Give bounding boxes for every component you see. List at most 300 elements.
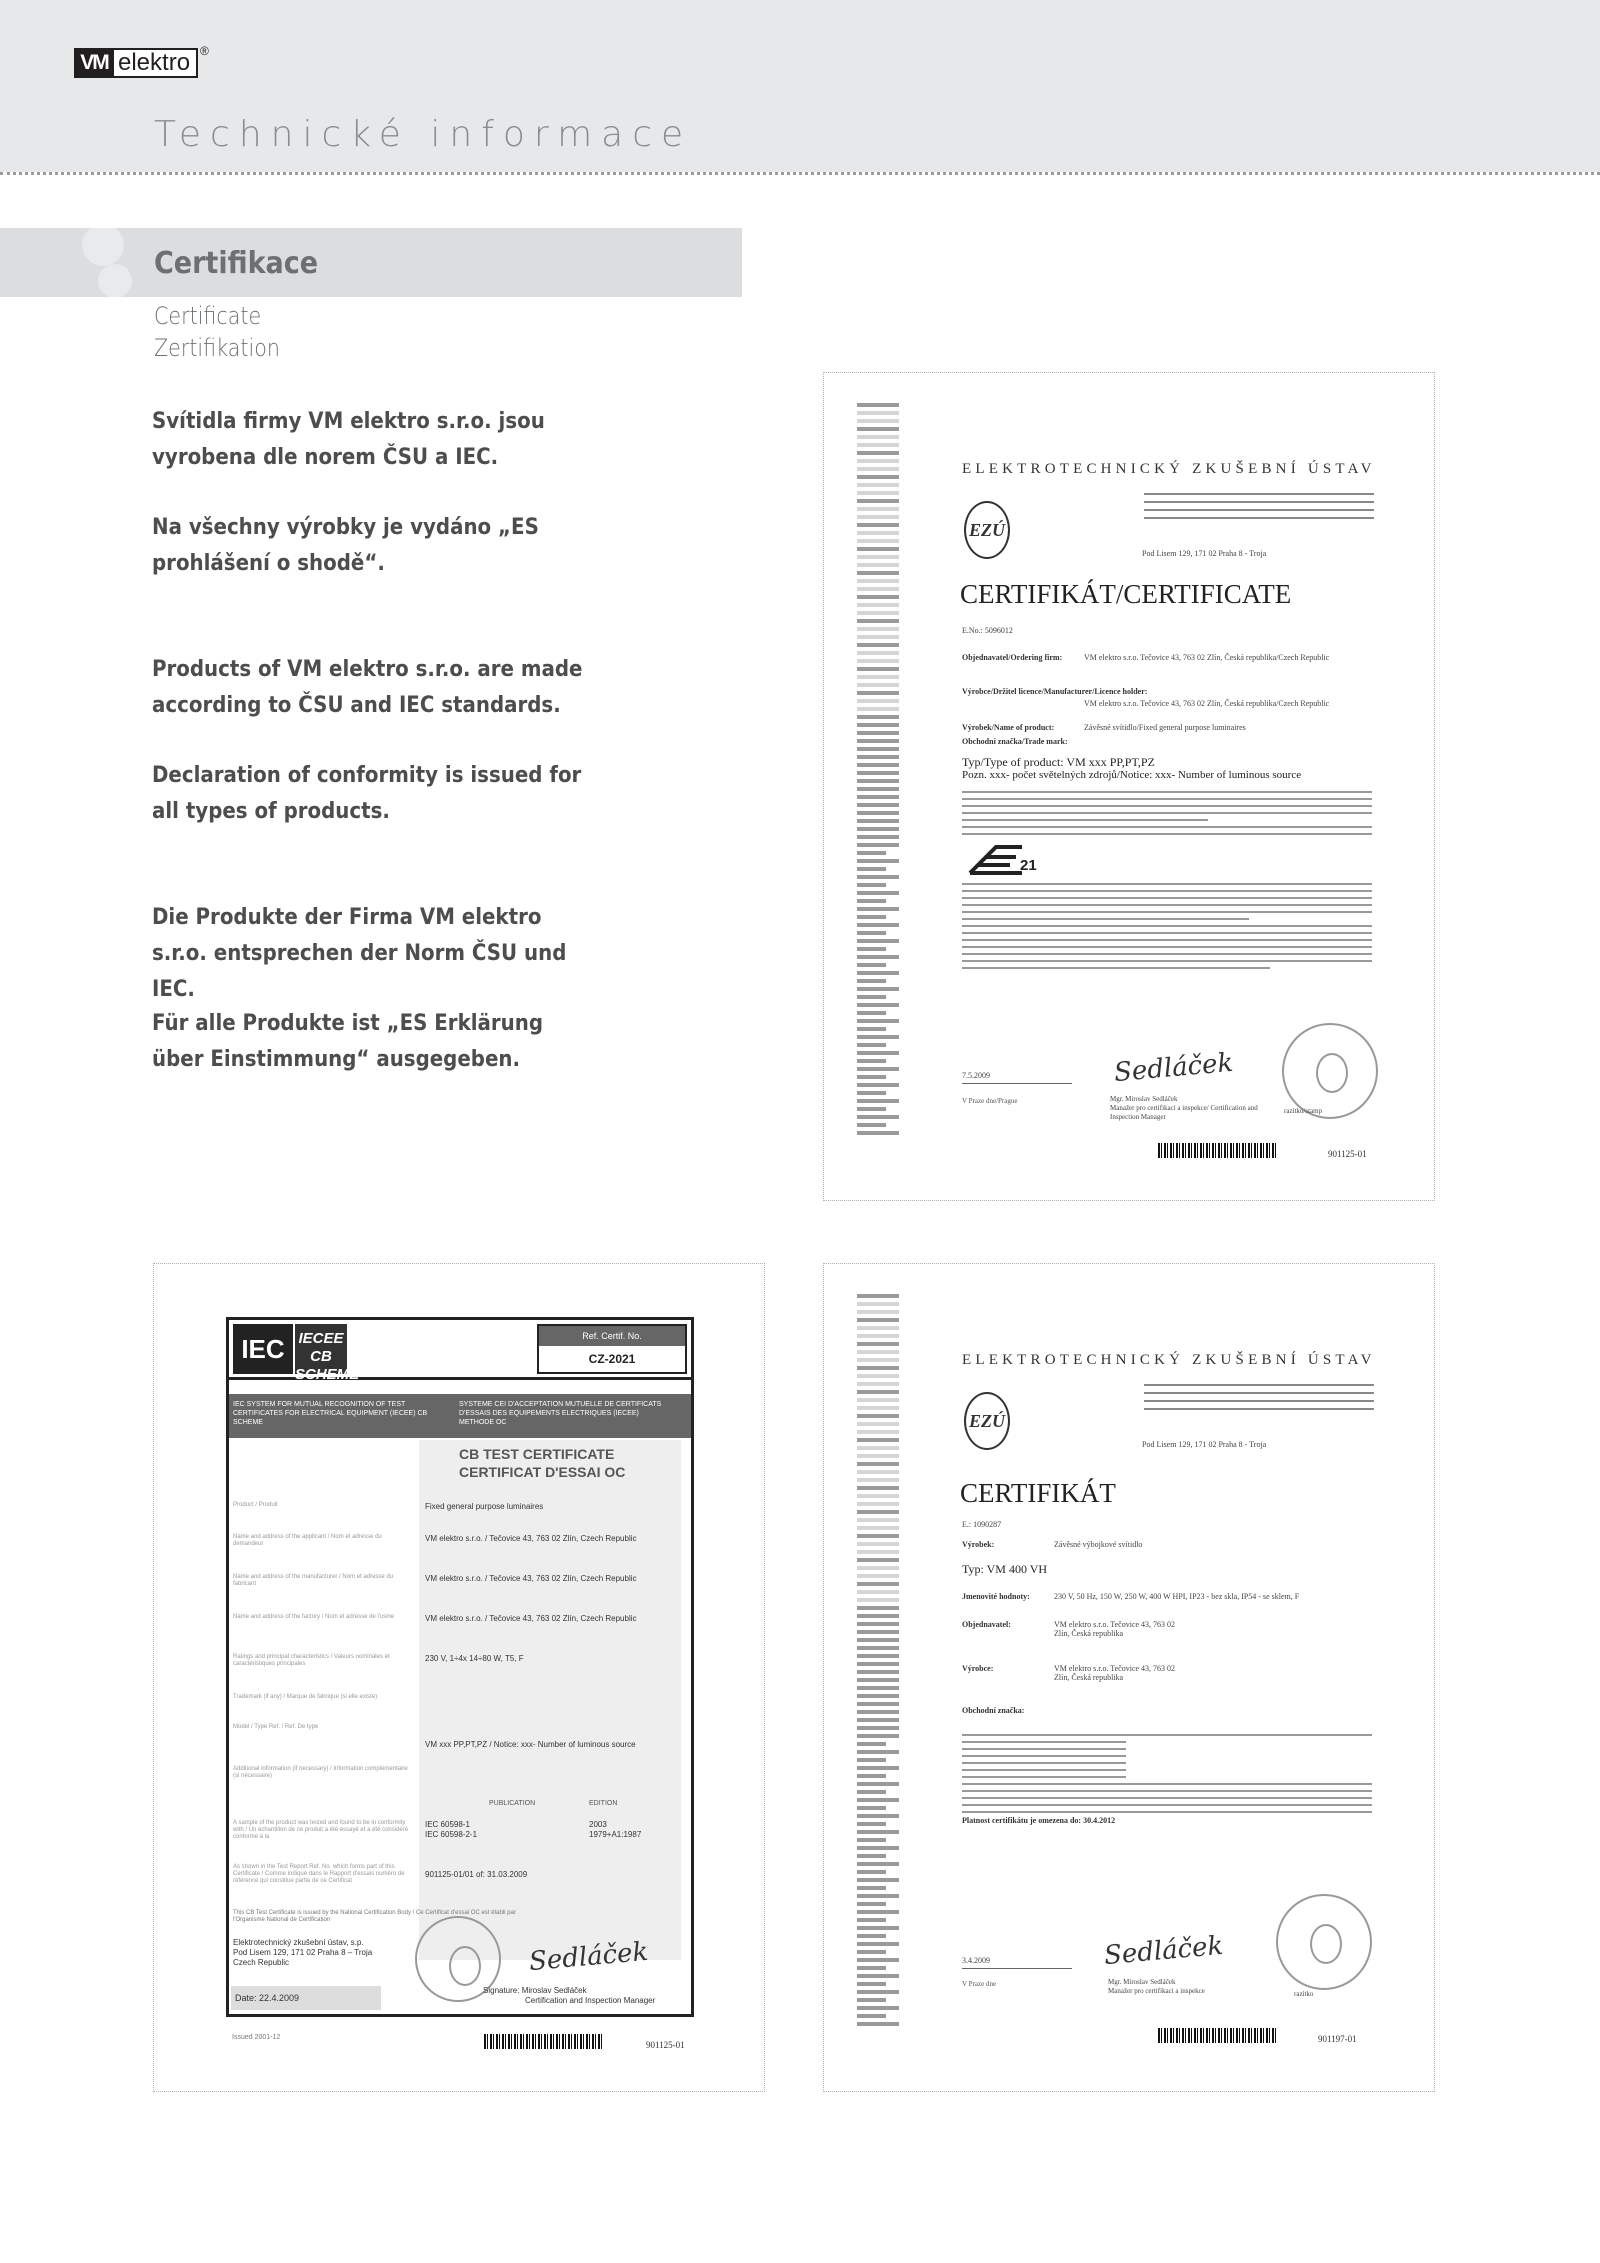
stripe — [857, 1822, 886, 1826]
stripe — [857, 1430, 899, 1434]
stripe — [857, 1366, 899, 1370]
row-value: VM xxx PP,PT,PZ / Notice: xxx- Number of luminous source — [425, 1740, 636, 1749]
stripe — [857, 803, 899, 807]
stripe — [857, 1926, 899, 1930]
stripe — [857, 795, 899, 799]
stripe — [857, 1027, 886, 1031]
trademark-label: Obchodní značka: — [962, 1706, 1025, 1715]
org-address: Pod Lisem 129, 171 02 Praha 8 – Troja — [233, 1948, 373, 1957]
stripe — [857, 531, 899, 535]
certificate-title: CERTIFIKÁT — [960, 1478, 1116, 1508]
stripe — [857, 819, 899, 823]
stripe — [857, 859, 899, 863]
registered-mark: ® — [200, 44, 209, 58]
stripe — [857, 779, 899, 783]
stamp-label: razítko/stamp — [1284, 1107, 1323, 1115]
publication-label: PUBLICATION — [489, 1800, 536, 1807]
iecee-logo: IECEE CB SCHEME — [295, 1324, 347, 1374]
date-line — [962, 1968, 1072, 1969]
issued-date: Issued 2001-12 — [232, 2034, 281, 2041]
stripe — [857, 1718, 899, 1722]
certificate-iec-cb — [153, 1263, 765, 2092]
stripe — [857, 1694, 899, 1698]
stripe — [857, 675, 899, 679]
certificate-body-text — [962, 1734, 1372, 1818]
row-label: Name and address of the factory / Nom et adresse de l'usine — [233, 1614, 395, 1620]
stripe — [857, 699, 899, 703]
stripe — [857, 1630, 899, 1634]
stripe — [857, 1510, 899, 1514]
stripe — [857, 1590, 899, 1594]
stripe — [857, 1550, 899, 1554]
product-note: Pozn. xxx- počet světelných zdrojů/Notice: xxx- Number of luminous source — [962, 769, 1302, 781]
stripe — [857, 483, 899, 487]
stripe — [857, 747, 899, 751]
row-value: VM elektro s.r.o. / Tečovice 43, 763 02 Zlín, Czech Republic — [425, 1534, 637, 1543]
stripe — [857, 1326, 899, 1330]
stripe — [857, 755, 899, 759]
stripe — [857, 947, 886, 951]
institute-address: Pod Lisem 129, 171 02 Praha 8 - Troja — [1142, 549, 1267, 558]
stripe — [857, 1878, 899, 1882]
stripe — [857, 643, 899, 647]
stripe — [857, 627, 899, 631]
ref-certif-value: CZ-2021 — [588, 1352, 636, 1366]
stripe — [857, 571, 899, 575]
stripe — [857, 827, 899, 831]
stripe — [857, 1774, 886, 1778]
stripe — [857, 1622, 899, 1626]
text-de-1: Die Produkte der Firma VM elektro s.r.o. entsprechen der Norm ČSU und IEC. — [152, 905, 567, 1002]
stripe — [857, 1766, 899, 1770]
stripe — [857, 1782, 899, 1786]
stripe — [857, 1854, 886, 1858]
stripe — [857, 603, 899, 607]
stripe — [857, 1750, 899, 1754]
ref-certif-label: Ref. Certif. No. — [539, 1326, 685, 1346]
stripe — [857, 1758, 886, 1762]
stripe — [857, 907, 899, 911]
stripe — [857, 971, 899, 975]
stripe — [857, 1011, 886, 1015]
certificate-ref: 901197-01 — [1318, 2034, 1357, 2044]
stripe — [857, 1886, 886, 1890]
publication-1: IEC 60598-1 — [425, 1820, 470, 1829]
stripe — [857, 1342, 899, 1346]
signer-role: Certification and Inspection Manager — [525, 1996, 656, 2005]
iec-scheme-header — [229, 1394, 691, 1438]
stripe — [857, 459, 899, 463]
stripe — [857, 1582, 899, 1586]
ezu-logo: EZÚ — [964, 501, 1010, 559]
stripe — [857, 667, 899, 671]
trademark-label: Obchodní značka/Trade mark: — [962, 737, 1068, 746]
stripe — [857, 595, 899, 599]
header-dotted-divider — [0, 172, 1600, 175]
stripe — [857, 1318, 899, 1322]
stripe — [857, 1670, 899, 1674]
stripe — [857, 1662, 899, 1666]
stripe — [857, 507, 899, 511]
stripe — [857, 555, 899, 559]
stripe — [857, 587, 899, 591]
official-stamp — [1276, 1894, 1372, 1990]
stripe — [857, 1846, 899, 1850]
ezu-logo: EZÚ — [964, 1392, 1010, 1450]
stripe — [857, 1035, 899, 1039]
stripe — [857, 1862, 899, 1866]
stripe — [857, 1534, 899, 1538]
issue-place: V Praze dne — [962, 1980, 997, 1988]
signer — [1108, 1978, 1258, 1996]
stripe — [857, 1003, 899, 1007]
signer-role: Manažer pro certifikaci a inspekce/ Certification and Inspection Manager — [1110, 1104, 1258, 1121]
stripe — [857, 1742, 886, 1746]
issued-note: This CB Test Certificate is issued by the National Certification Body / Ce Certificat d'essai OC est établi par l'Organisme National de Certification — [233, 1910, 516, 1923]
manufacturer-value: VM elektro s.r.o. Tečovice 43, 763 02 Zlín, Česká republika/Czech Republic — [1084, 699, 1330, 708]
stripe — [857, 787, 899, 791]
stripe — [857, 419, 899, 423]
org-country: Czech Republic — [233, 1958, 290, 1967]
company-logo — [74, 44, 209, 78]
row-value: Fixed general purpose luminaires — [425, 1502, 544, 1511]
decorative-circle — [82, 228, 124, 266]
stripe — [857, 1558, 899, 1562]
report-value: 901125-01/01 of: 31.03.2009 — [425, 1870, 528, 1879]
row-label: Trademark (if any) / Marque de fabrique (si elle existe) — [233, 1694, 378, 1700]
stripe — [857, 1998, 886, 2002]
stripe — [857, 1654, 899, 1658]
institute-subtitles — [1144, 493, 1374, 525]
stripe — [857, 1358, 899, 1362]
enec-mark-icon — [966, 843, 1026, 877]
stripe — [857, 1966, 886, 1970]
stripe — [857, 619, 899, 623]
stripe — [857, 1894, 899, 1898]
stripe — [857, 1526, 899, 1530]
stripe — [857, 1470, 899, 1474]
certificate-title: CERTIFIKÁT/CERTIFICATE — [960, 579, 1292, 609]
manufacturer-label: Výrobce: — [962, 1664, 994, 1673]
stripe — [857, 1502, 899, 1506]
section-title: Certifikace — [154, 246, 319, 281]
stripe — [857, 427, 899, 431]
stripe — [857, 995, 886, 999]
row-value: VM elektro s.r.o. / Tečovice 43, 763 02 Zlín, Czech Republic — [425, 1614, 637, 1623]
signer-role: Manažer pro certifikaci a inspekce — [1108, 1987, 1205, 1995]
iec-body-panel — [419, 1440, 681, 1960]
stripe — [857, 1382, 899, 1386]
manufacturer-value: VM elektro s.r.o. Tečovice 43, 763 02 Zlín, Česká republika — [1054, 1664, 1176, 1682]
stripe — [857, 547, 899, 551]
stripe — [857, 1950, 886, 1954]
row-label: Name and address of the applicant / Nom et adresse du demandeur — [233, 1534, 382, 1547]
stripe — [857, 1726, 899, 1730]
stripe — [857, 651, 899, 655]
decorative-stripes — [857, 403, 899, 1139]
stripe — [857, 1115, 899, 1119]
stripe — [857, 499, 899, 503]
cb-title-fr: CERTIFICAT D'ESSAI OC — [459, 1464, 626, 1480]
logo-text: elektro — [114, 48, 198, 78]
stripe — [857, 1638, 899, 1642]
stripe — [857, 1902, 886, 1906]
sample-label: A sample of the product was tested and found to be in conformity with / Un échantillon de ce produit a été essayé et a été considéré conforme à la — [233, 1820, 409, 1840]
text-de-2: Für alle Produkte ist „ES Erklärung über Einstimmung“ ausgegeben. — [152, 1011, 544, 1072]
stripe — [857, 467, 899, 471]
row-label: Additional information (if necessary) / Information complémentaire (si nécessaire) — [233, 1766, 408, 1779]
stripe — [857, 1059, 886, 1063]
product-value: Závěsné svítidlo/Fixed general purpose luminaires — [1084, 723, 1246, 732]
iec-top-bar — [229, 1320, 691, 1383]
product-value: Závěsné výbojkové svítidlo — [1054, 1540, 1143, 1549]
stripe — [857, 1614, 899, 1618]
stripe — [857, 891, 899, 895]
stripe — [857, 515, 899, 519]
stripe — [857, 1075, 886, 1079]
stripe — [857, 1099, 899, 1103]
signer-name: Mgr. Miroslav Sedláček — [1110, 1095, 1178, 1103]
stripe — [857, 1123, 886, 1127]
stripe — [857, 1051, 899, 1055]
certificate-number: E.No.: 5096012 — [962, 626, 1013, 635]
stripe — [857, 883, 886, 887]
issue-place: V Praze dne/Prague — [962, 1097, 1018, 1105]
stripe — [857, 811, 899, 815]
stripe — [857, 1910, 899, 1914]
row-label: Name and address of the manufacturer / Nom et adresse du fabricant — [233, 1574, 394, 1587]
stripe — [857, 1942, 899, 1946]
edition-label: EDITION — [589, 1800, 618, 1807]
stripe — [857, 1478, 899, 1482]
stripe — [857, 1422, 899, 1426]
certificate-ezu-cz — [823, 1263, 1435, 2092]
stripe — [857, 1646, 899, 1650]
stripe — [857, 1067, 899, 1071]
stripe — [857, 1566, 899, 1570]
enec-number: 21 — [1020, 857, 1037, 874]
stripe — [857, 1043, 886, 1047]
report-label: As shown in the Test Report Ref. No. which forms part of this Certificate / Comme indiqué dans le Rapport d'essais numéro de référence qui constitue partie de ce Certificat — [233, 1864, 405, 1884]
stripe — [857, 1790, 886, 1794]
stripe — [857, 1374, 899, 1378]
stripe — [857, 1870, 886, 1874]
applicant-value: VM elektro s.r.o. Tečovice 43, 763 02 Zlín, Česká republika/Czech Republic — [1084, 653, 1330, 662]
stripe — [857, 1131, 899, 1135]
stripe — [857, 715, 899, 719]
validity-note: Platnost certifikátu je omezena do: 30.4.2012 — [962, 1816, 1116, 1825]
publication-2: IEC 60598-2-1 — [425, 1830, 478, 1839]
stripe — [857, 1446, 899, 1450]
text-cz-1: Svítidla firmy VM elektro s.r.o. jsou vyrobena dle norem ČSU a IEC. — [152, 409, 545, 470]
issue-date: 7.5.2009 — [962, 1071, 990, 1080]
stripe — [857, 1982, 886, 1986]
stripe — [857, 1518, 899, 1522]
stripe — [857, 2022, 899, 2026]
stripe — [857, 1574, 899, 1578]
certificate-number: E.: 1090287 — [962, 1520, 1002, 1529]
stamp-label: razítko — [1294, 1990, 1314, 1998]
stripe — [857, 723, 899, 727]
stripe — [857, 1438, 899, 1442]
institute-name: ELEKTROTECHNICKÝ ZKUŠEBNÍ ÚSTAV — [962, 1352, 1376, 1368]
institute-address: Pod Lisem 129, 171 02 Praha 8 - Troja — [1142, 1440, 1267, 1449]
stripe — [857, 523, 899, 527]
decorative-circle — [98, 264, 132, 297]
product-type: Typ/Type of product: VM xxx PP,PT,PZ — [962, 755, 1155, 769]
stripe — [857, 1598, 899, 1602]
stripe — [857, 435, 899, 439]
stripe — [857, 563, 899, 567]
decorative-stripes — [857, 1294, 899, 2030]
ref-certif-box — [537, 1324, 687, 1374]
stripe — [857, 843, 899, 847]
stripe — [857, 851, 886, 855]
text-en-2: Declaration of conformity is issued for all types of products. — [152, 763, 582, 824]
stripe — [857, 955, 899, 959]
stripe — [857, 1806, 886, 1810]
stripe — [857, 2014, 886, 2018]
stripe — [857, 1462, 899, 1466]
certificate-body-text — [962, 883, 1372, 974]
stripe — [857, 1334, 899, 1338]
stripe — [857, 1958, 899, 1962]
stripe — [857, 443, 899, 447]
section-band — [0, 228, 742, 297]
stripe — [857, 1406, 899, 1410]
stripe — [857, 539, 899, 543]
stripe — [857, 451, 899, 455]
iec-certificate-sheet — [226, 1317, 694, 2017]
scheme-header-en: IEC SYSTEM FOR MUTUAL RECOGNITION OF TEST CERTIFICATES FOR ELECTRICAL EQUIPMENT (IECEE) CB SCHEME — [233, 1401, 428, 1426]
stripe — [857, 1838, 886, 1842]
stripe — [857, 739, 899, 743]
institute-name: ELEKTROTECHNICKÝ ZKUŠEBNÍ ÚSTAV — [962, 461, 1376, 477]
stripe — [857, 1830, 899, 1834]
stripe — [857, 1702, 899, 1706]
stripe — [857, 1974, 899, 1978]
manufacturer-label: Výrobce/Držitel licence/Manufacturer/Licence holder: — [962, 687, 1148, 696]
stripe — [857, 1542, 899, 1546]
stripe — [857, 1734, 899, 1738]
official-stamp — [1282, 1023, 1378, 1119]
stripe — [857, 683, 899, 687]
stripe — [857, 2006, 899, 2010]
barcode — [1158, 2028, 1276, 2043]
stripe — [857, 875, 899, 879]
stripe — [857, 1414, 899, 1418]
ratings-label: Jmenovité hodnoty: — [962, 1592, 1030, 1601]
stripe — [857, 1686, 899, 1690]
scheme-header-fr: SYSTEME CEI D'ACCEPTATION MUTUELLE DE CERTIFICATS D'ESSAIS DES EQUIPEMENTS ELECTRIQUES (IECEE) METHODE OC — [459, 1401, 662, 1426]
stripe — [857, 931, 886, 935]
certificate-ezu-enec — [823, 372, 1435, 1201]
stripe — [857, 1606, 899, 1610]
signature: Sedláček — [1102, 1930, 1225, 1972]
row-label: Model / Type Ref. / Ref. De type — [233, 1724, 319, 1730]
stripe — [857, 1350, 899, 1354]
barcode — [484, 2034, 602, 2049]
product-label: Výrobek/Name of product: — [962, 723, 1055, 732]
stripe — [857, 771, 899, 775]
signer — [1110, 1095, 1260, 1122]
product-label: Výrobek: — [962, 1540, 995, 1549]
stripe — [857, 1798, 899, 1802]
stripe — [857, 1091, 886, 1095]
stripe — [857, 1710, 899, 1714]
row-value: 230 V, 1÷4x 14÷80 W, T5, F — [425, 1654, 524, 1663]
certificate-body-text — [962, 791, 1372, 840]
stripe — [857, 899, 886, 903]
signature: Sedláček — [527, 1936, 650, 1978]
cb-title-en: CB TEST CERTIFICATE — [459, 1446, 615, 1462]
stripe — [857, 731, 899, 735]
edition-2: 1979+A1:1987 — [589, 1830, 642, 1839]
stripe — [857, 867, 886, 871]
stripe — [857, 1934, 886, 1938]
stripe — [857, 1918, 886, 1922]
stripe — [857, 979, 886, 983]
stripe — [857, 939, 899, 943]
stripe — [857, 987, 899, 991]
stripe — [857, 1019, 899, 1023]
stripe — [857, 1294, 899, 1298]
stripe — [857, 1398, 899, 1402]
signer-name: Mgr. Miroslav Sedláček — [1108, 1978, 1176, 1986]
stripe — [857, 707, 899, 711]
date-line — [962, 1083, 1072, 1084]
ratings-value: 230 V, 50 Hz, 150 W, 250 W, 400 W HPI, IP23 - bez skla, IP54 - se sklem, F — [1054, 1592, 1300, 1601]
logo-mark: VM — [74, 48, 114, 78]
row-value: VM elektro s.r.o. / Tečovice 43, 763 02 Zlín, Czech Republic — [425, 1574, 637, 1583]
stripe — [857, 659, 899, 663]
stripe — [857, 1390, 899, 1394]
text-cz-2: Na všechny výrobky je vydáno „ES prohlášení o shodě“. — [152, 515, 539, 576]
org-name: Elektrotechnický zkušební ústav, s.p. — [233, 1938, 364, 1947]
stripe — [857, 963, 886, 967]
institute-subtitles — [1144, 1384, 1374, 1416]
stripe — [857, 1107, 886, 1111]
row-label: Product / Produit — [233, 1502, 278, 1508]
stripe — [857, 1486, 899, 1490]
stripe — [857, 635, 899, 639]
section-subtitle-de: Zertifikation — [154, 334, 280, 362]
applicant-value: VM elektro s.r.o. Tečovice 43, 763 02 Zlín, Česká republika — [1054, 1620, 1176, 1638]
row-label: Ratings and principal characteristics / Valeurs nominales et caractéristiques principales — [233, 1654, 390, 1667]
stripe — [857, 491, 899, 495]
stripe — [857, 403, 899, 407]
edition-1: 2003 — [589, 1820, 607, 1829]
stripe — [857, 1814, 899, 1818]
barcode — [1158, 1143, 1276, 1158]
page-title: Technické informace — [154, 114, 693, 155]
stripe — [857, 411, 899, 415]
applicant-label: Objednavatel/Ordering firm: — [962, 653, 1063, 662]
stripe — [857, 763, 899, 767]
section-subtitle-en: Certificate — [154, 302, 262, 330]
stripe — [857, 835, 899, 839]
signer-name: Signature: Miroslav Sedláček — [483, 1986, 587, 1995]
certificate-ref: 901125-01 — [646, 2040, 685, 2050]
issue-date: 3.4.2009 — [962, 1956, 990, 1965]
stripe — [857, 475, 899, 479]
stripe — [857, 1990, 899, 1994]
stripe — [857, 691, 899, 695]
iec-logo: IEC — [233, 1324, 293, 1374]
applicant-label: Objednavatel: — [962, 1620, 1011, 1629]
stripe — [857, 1494, 899, 1498]
stripe — [857, 1310, 899, 1314]
